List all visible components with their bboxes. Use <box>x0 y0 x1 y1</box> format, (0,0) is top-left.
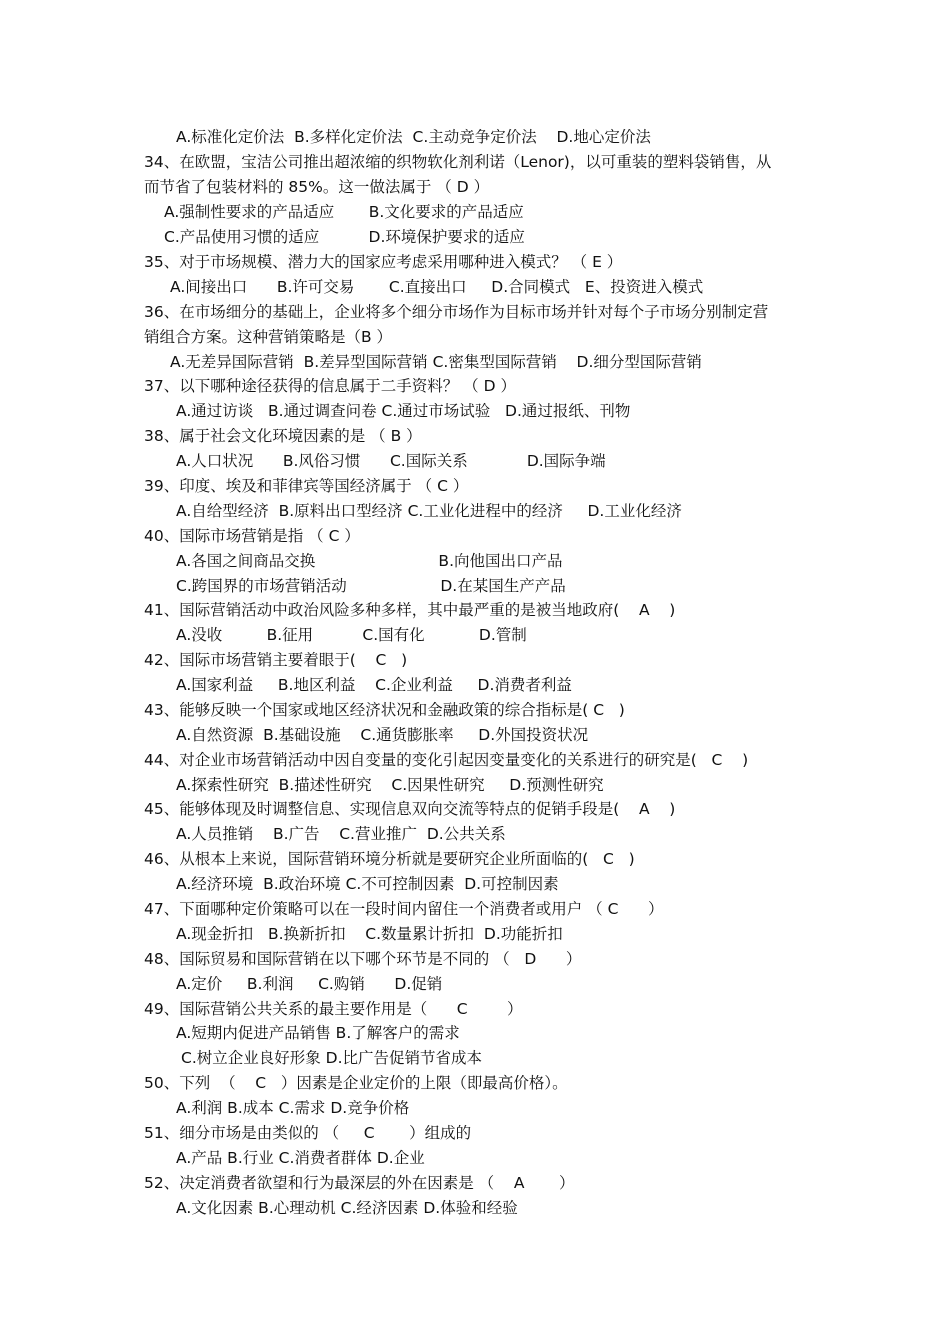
options-line-51: A.产品 B.行业 C.消费者群体 D.企业 <box>176 1149 425 1167</box>
options-line-52: A.文化因素 B.心理动机 C.经济因素 D.体验和经验 <box>176 1199 518 1217</box>
options-line-39: A.自给型经济 B.原料出口型经济 C.工业化进程中的经济 D.工业化经济 <box>176 502 682 520</box>
options-line-34a: A.强制性要求的产品适应 B.文化要求的产品适应 <box>164 203 524 221</box>
question-34-line-2: 而节省了包装材料的 85%。这一做法属于 （ D ） <box>144 178 490 196</box>
question-45: 45、能够体现及时调整信息、实现信息双向交流等特点的促销手段是( A ) <box>144 800 676 818</box>
options-line-49b: C.树立企业良好形象 D.比广告促销节省成本 <box>181 1049 483 1067</box>
question-42: 42、国际市场营销主要着眼于( C ) <box>144 651 408 669</box>
question-51: 51、细分市场是由类似的 （ C ）组成的 <box>144 1124 472 1142</box>
question-43: 43、能够反映一个国家或地区经济状况和金融政策的综合指标是( C ) <box>144 701 625 719</box>
question-46: 46、从根本上来说，国际营销环境分析就是要研究企业所面临的( C ) <box>144 850 635 868</box>
question-41: 41、国际营销活动中政治风险多种多样，其中最严重的是被当地政府( A ) <box>144 601 676 619</box>
question-34-line-1: 34、在欧盟，宝洁公司推出超浓缩的织物软化剂利诺（Lenor)，以可重装的塑料袋销售，从 <box>144 153 772 171</box>
question-36-line-1: 36、在市场细分的基础上，企业将多个细分市场作为目标市场并针对每个子市场分别制定营 <box>144 303 769 321</box>
question-50: 50、下列 （ C ）因素是企业定价的上限（即最高价格）。 <box>144 1074 568 1092</box>
question-36-line-2: 销组合方案。这种营销策略是（B ） <box>144 328 393 346</box>
question-38: 38、属于社会文化环境因素的是 （ B ） <box>144 427 422 445</box>
options-line-41: A.没收 B.征用 C.国有化 D.管制 <box>176 626 527 644</box>
question-37: 37、以下哪种途径获得的信息属于二手资料？ （ D ） <box>144 377 516 395</box>
question-44: 44、对企业市场营销活动中因自变量的变化引起因变量变化的关系进行的研究是( C ) <box>144 751 749 769</box>
options-line-46: A.经济环境 B.政治环境 C.不可控制因素 D.可控制因素 <box>176 875 559 893</box>
options-line-36: A.无差异国际营销 B.差异型国际营销 C.密集型国际营销 D.细分型国际营销 <box>170 353 702 371</box>
options-line-44: A.探索性研究 B.描述性研究 C.因果性研究 D.预测性研究 <box>176 776 604 794</box>
options-line-40a: A.各国之间商品交换 B.向他国出口产品 <box>176 552 563 570</box>
options-line-35: A.间接出口 B.许可交易 C.直接出口 D.合同模式 E、投资进入模式 <box>170 278 704 296</box>
options-line-42: A.国家利益 B.地区利益 C.企业利益 D.消费者利益 <box>176 676 572 694</box>
options-line-45: A.人员推销 B.广告 C.营业推广 D.公共关系 <box>176 825 506 843</box>
question-40: 40、国际市场营销是指 （ C ） <box>144 527 360 545</box>
question-52: 52、决定消费者欲望和行为最深层的外在因素是 （ A ） <box>144 1174 575 1192</box>
options-line-34b: C.产品使用习惯的适应 D.环境保护要求的适应 <box>164 228 525 246</box>
question-35: 35、对于市场规模、潜力大的国家应考虑采用哪种进入模式？ （ E ） <box>144 253 623 271</box>
options-line-47: A.现金折扣 B.换新折扣 C.数量累计折扣 D.功能折扣 <box>176 925 563 943</box>
options-line-33: A.标准化定价法 B.多样化定价法 C.主动竞争定价法 D.地心定价法 <box>176 128 651 146</box>
options-line-37: A.通过访谈 B.通过调查问卷 C.通过市场试验 D.通过报纸、刊物 <box>176 402 631 420</box>
options-line-49a: A.短期内促进产品销售 B.了解客户的需求 <box>176 1024 460 1042</box>
options-line-38: A.人口状况 B.风俗习惯 C.国际关系 D.国际争端 <box>176 452 606 470</box>
question-49: 49、国际营销公共关系的最主要作用是（ C ） <box>144 1000 523 1018</box>
question-48: 48、国际贸易和国际营销在以下哪个环节是不同的 （ D ） <box>144 950 582 968</box>
options-line-50: A.利润 B.成本 C.需求 D.竞争价格 <box>176 1099 410 1117</box>
question-47: 47、下面哪种定价策略可以在一段时间内留住一个消费者或用户 （ C ） <box>144 900 664 918</box>
options-line-40b: C.跨国界的市场营销活动 D.在某国生产产品 <box>176 577 566 595</box>
options-line-48: A.定价 B.利润 C.购销 D.促销 <box>176 975 443 993</box>
options-line-43: A.自然资源 B.基础设施 C.通货膨胀率 D.外国投资状况 <box>176 726 589 744</box>
question-39: 39、印度、埃及和菲律宾等国经济属于 （ C ） <box>144 477 469 495</box>
